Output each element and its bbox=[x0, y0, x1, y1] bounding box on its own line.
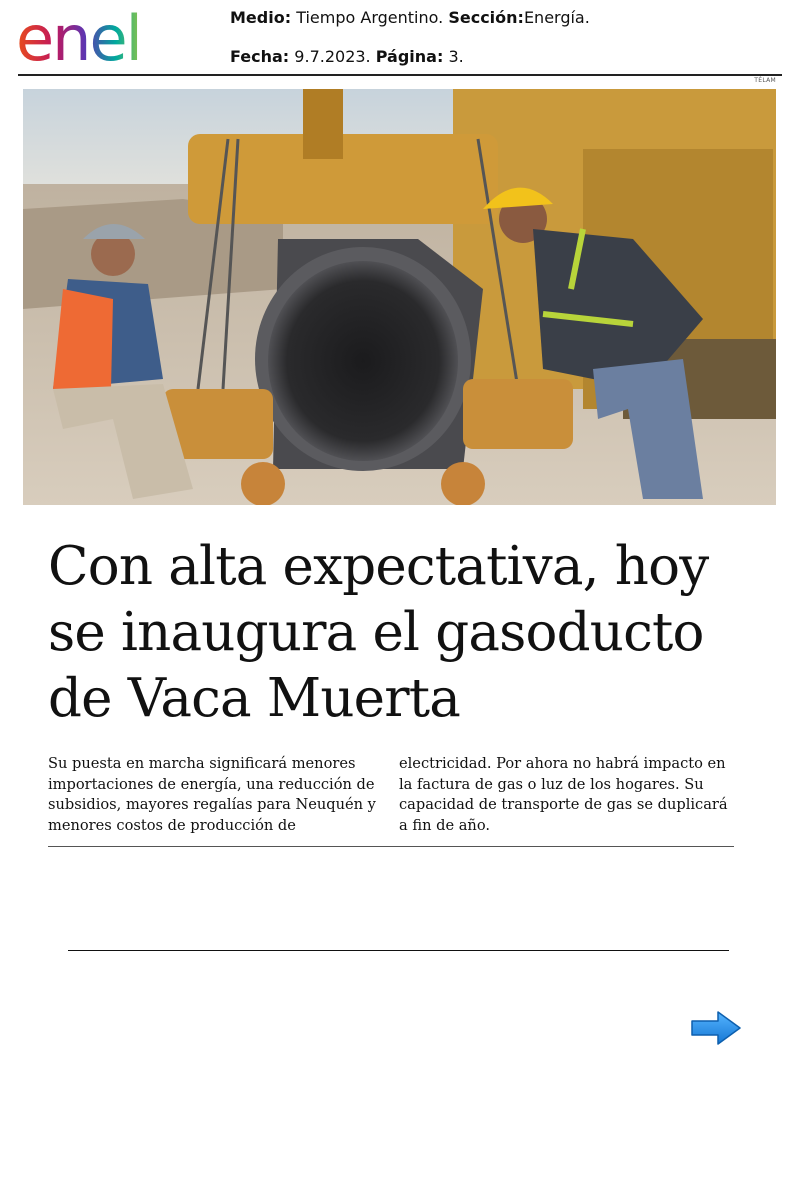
article-lede: Su puesta en marcha significará menores importaciones de energía, una reducción de subsidios, mayores regalías para Neuquén y menores costos de producción de electricidad. Por ahora no habrá impacto en la factura de gas o luz de los hogares. Su capacidad de transporte de gas se duplicará a fin de año. bbox=[48, 755, 728, 834]
seccion-label: Sección: bbox=[448, 8, 524, 27]
article-headline: Con alta expectativa, hoy se inaugura el gasoducto de Vaca Muerta bbox=[48, 536, 709, 729]
pagina-value: 3. bbox=[448, 47, 464, 66]
medio-value: Tiempo Argentino. bbox=[296, 8, 444, 27]
enel-logo bbox=[16, 4, 186, 68]
pagina-label: Página: bbox=[375, 47, 444, 66]
photo-credit: TÉLAM bbox=[754, 77, 776, 84]
footer-divider bbox=[68, 950, 729, 951]
article-photo bbox=[23, 89, 776, 505]
pipeline-workers-photo bbox=[23, 89, 776, 505]
fecha-label: Fecha: bbox=[230, 47, 290, 66]
seccion-value: Energía. bbox=[523, 8, 590, 27]
meta-line-medio bbox=[230, 8, 590, 27]
arrow-right-icon[interactable] bbox=[690, 1010, 742, 1046]
medio-label: Medio: bbox=[230, 8, 292, 27]
logo-wordmark: enel bbox=[16, 4, 141, 68]
lede-divider bbox=[48, 846, 734, 847]
fecha-value: 9.7.2023. bbox=[294, 47, 371, 66]
meta-line-fecha bbox=[230, 47, 464, 66]
header-divider bbox=[18, 74, 782, 76]
